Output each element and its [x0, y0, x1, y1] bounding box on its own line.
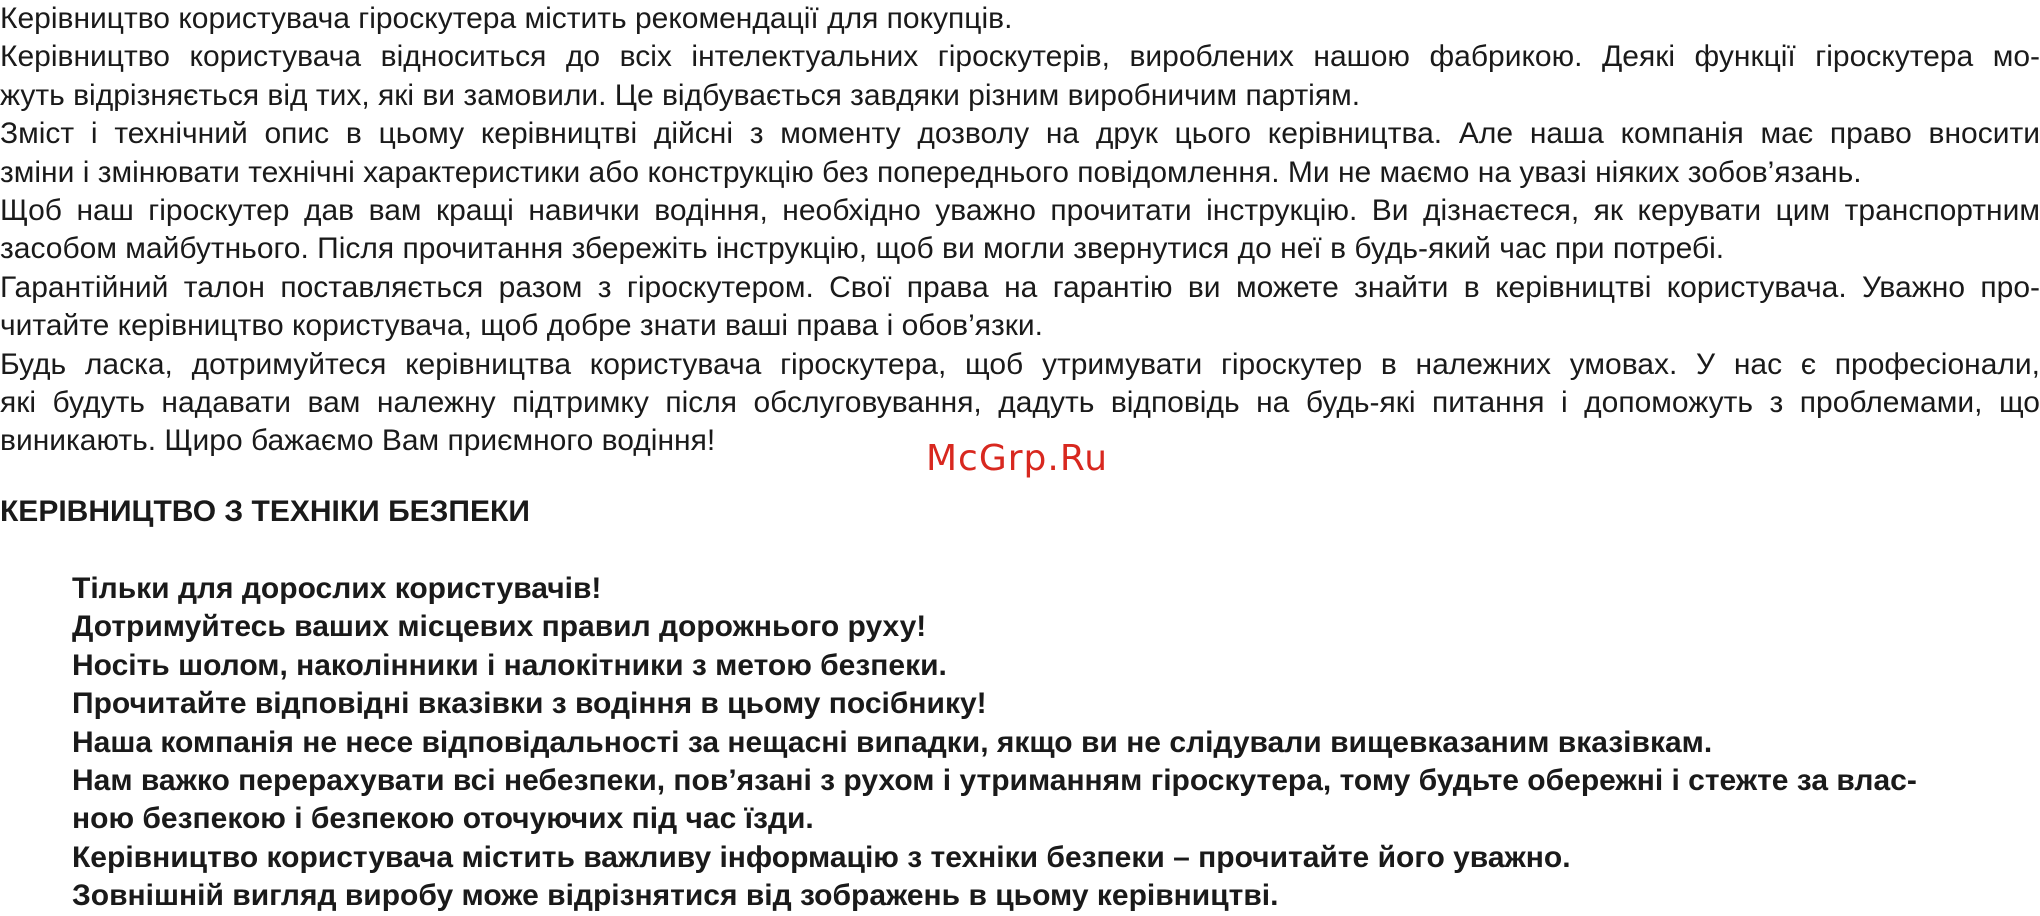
intro-paragraph-1 — [0, 0, 2040, 38]
watermark: McGrp.Ru — [926, 438, 1109, 479]
text-line: жуть відрізняється від тих, які ви замовили. Це відбувається завдяки різним виробничим партіям. — [0, 78, 1361, 112]
text-line: виникають. Щиро бажаємо Вам приємного водіння! — [0, 424, 716, 458]
text-line: Керівництво користувача відноситься до всіх інтелектуальних гіроскутерів, вироблених нашою фабрикою. Деякі функції гіроскутера мо- — [0, 40, 2040, 74]
text-line: засобом майбутнього. Після прочитання збережіть інструкцію, щоб ви могли звернутися до неї в будь-який час при потребі. — [0, 232, 1725, 266]
text-line: Будь ласка, дотримуйтеся керівництва користувача гіроскутера, щоб утримувати гіроскутер в належних умовах. У нас є професіонали, — [0, 347, 2040, 381]
list-item: Носіть шолом, наколінники і налокітники з метою безпеки. — [72, 648, 947, 682]
list-item: Тільки для дорослих користувачів! — [72, 572, 602, 605]
text-line: які будуть надавати вам належну підтримку після обслуговування, дадуть відповідь на будь-які питання і допоможуть з проблемами, що — [0, 386, 2040, 420]
list-item: Наша компанія не несе відповідальності за нещасні випадки, якщо ви не слідували вищевказаним вказівкам. — [72, 725, 1713, 759]
text-line: Щоб наш гіроскутер дав вам кращі навички водіння, необхідно уважно прочитати інструкцію. Ви дізнаєтеся, як керувати цим транспортним — [0, 194, 2040, 228]
intro-paragraph-2 — [0, 38, 2040, 115]
text-line: читайте керівництво користувача, щоб добре знати ваші права і обов’язки. — [0, 309, 1043, 343]
section-title: КЕРІВНИЦТВО З ТЕХНІКИ БЕЗПЕКИ — [0, 495, 530, 528]
list-item: Дотримуйтесь ваших місцевих правил дорожнього руху! — [72, 610, 927, 644]
text-line: Гарантійний талон поставляється разом з гіроскутером. Свої права на гарантію ви можете знайти в керівництві користувача. Уважно про- — [0, 270, 2040, 304]
text-line: зміни і змінювати технічні характеристики або конструкцію без попереднього повідомлення. Ми не маємо на увазі ніяких зобов’язань. — [0, 155, 1862, 189]
intro-paragraph-4 — [0, 192, 2040, 269]
list-item: Зовнішній вигляд виробу може відрізнятися від зображень в цьому керівництві. — [72, 879, 1279, 913]
text-line: Керівництво користувача гіроскутера містить рекомендації для покупців. — [0, 2, 1013, 35]
list-item: ною безпекою і безпекою оточуючих під час їзди. — [72, 802, 814, 836]
list-item: Прочитайте відповідні вказівки з водіння в цьому посібнику! — [72, 687, 987, 721]
intro-paragraph-5 — [0, 269, 2040, 346]
list-item: Керівництво користувача містить важливу інформацію з техніки безпеки – прочитайте його уважно. — [72, 840, 1571, 874]
text-line: Зміст і технічний опис в цьому керівництві дійсні з моменту дозволу на друк цього керівництва. Але наша компанія має право вносити — [0, 117, 2040, 151]
safety-list — [72, 570, 2040, 916]
intro-paragraph-3 — [0, 115, 2040, 192]
list-item: Нам важко перерахувати всі небезпеки, пов’язані з рухом і утриманням гіроскутера, тому будьте обережні і стежте за влас- — [72, 764, 1917, 798]
